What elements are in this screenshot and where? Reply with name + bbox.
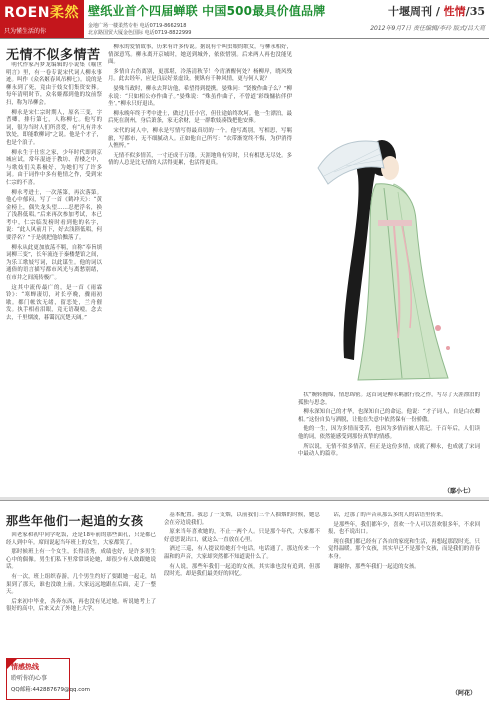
advert-banner [84, 0, 355, 38]
date-editor-line: 2012年9月7日 责任编辑/李玲 版式/吕大亮 [370, 25, 485, 32]
page-header [0, 0, 489, 38]
paragraph: 话，过那了的声音从那么多的人的话语里传来。 [333, 512, 447, 518]
paragraph: 柳永从此更加放荡不羁，自称“奉旨填词柳三变”，长年流连于秦楼楚馆之间，为乐工歌妓写词，以此谋生。他的词以通俗的语言描写都市风光与离愁别绪，在市井之间流传极广。 [6, 244, 102, 282]
paragraph: 后来初中毕业，各奔东西，再也没有见过她。听说她考上了很好的高中，后来又去了外地上大学。 [6, 598, 156, 613]
article-1-column-1 [6, 62, 102, 492]
hotline-email[interactable]: QQ邮箱:442887679@qq.com [11, 687, 90, 693]
advert-headline: 壁纸业首个四届蝉联 中国500最具价值品牌 [88, 4, 326, 18]
paragraph: 柳永晚年终于考中进士，做过几任小官，但仕途始终坎坷。他一生漂泊，最后死在润州，身后萧条，家无余财，是一群歌妓凑钱把他安葬。 [108, 110, 292, 125]
sash-shape [378, 220, 412, 226]
brand-tagline: 只为懂生活的你 [4, 28, 47, 35]
paragraph: 状”婉转缠绵，情思绵密。这首词是柳永羁旅行役之作，写尽了天涯漂泊的孤独与思念。 [298, 392, 480, 406]
header-rule [0, 38, 489, 39]
paragraph: 无情不似多情苦，一寸还成千万缕。天涯地角有穷时，只有相思无尽处。多情的人总是比无情的人活得更累，也活得更真。 [108, 152, 292, 167]
paragraph: 晏殊当政时，柳永去拜访他，希望得到提携。晏殊问：“贤俊作曲子么？”柳永说：“只如相公亦作曲子。”晏殊说：“殊虽作曲子，不曾道‘彩线慵拈伴伊坐’。”柳永只好退出。 [108, 85, 292, 108]
flower-icon [446, 346, 450, 350]
article-2-column-1-cont [74, 658, 156, 700]
advert-store-1: 金地广场一楼柔然专柜 电话0719-8662918 [88, 23, 187, 29]
paragraph: 这其中流传最广的，是一首《雨霖铃》：“寒蝉凄切，对长亭晚，骤雨初歇。都门帐饮无绪，留恋处，兰舟催发。执手相看泪眼，竟无语凝噎。念去去，千里烟波，暮霭沉沉楚天阔。” [6, 284, 102, 321]
hotline-title: 情感热线 [11, 663, 39, 671]
woman-in-hanfu-illustration [298, 128, 478, 390]
paragraph: 有一次，班上组织春游，几个男生约好了要跟她一起走，结果到了那天，谁也没敢上前。大家远远地跟在后面，走了一整天。 [6, 573, 156, 596]
paragraph: 酒过三巡，有人提议给她打个电话。电话通了，那边传来一个温和的声音，大家却突然都不知道说什么了。 [164, 546, 320, 560]
article-1-headline: 无情不似多情苦 [6, 48, 101, 63]
article-2-byline: （阿花） [452, 690, 477, 697]
paragraph: 柳永是宋仁宗时期人，原名三变，字耆卿，排行第七，人称柳七。他写的词，很为当时人们所喜爱，有“凡有井水饮处，即能歌柳词”之说。他是个才子，也是个浪子。 [6, 109, 102, 146]
paragraph: 柳永考进士，一次落第，再次落第。他心中郁闷，写了一首《鹤冲天》：“黄金榜上，偶失龙头望……忍把浮名，换了浅斟低唱。”后来再次参加考试，本已考中，仁宗临发榜时看到他的名字，说：“此人风前月下，好去浅斟低唱，何要浮名？”于是就把他给黜落了。 [6, 189, 102, 242]
paragraph: 基本配置。我总了一支烟，以前我们三个人抽烟的时候，她总会在旁边说我们。 [164, 512, 320, 526]
paragraph: 是那些年，我们都年少，喜欢一个人可以喜欢很多年，不求回报，也不说出口。 [328, 521, 480, 536]
hotline-subtitle: 聆听你的心事 [11, 675, 48, 682]
article-2-column-1 [6, 532, 156, 654]
masthead [370, 3, 485, 32]
advert-store-2: 北京路国贸大厦金色国际 电话0719-8822999 [88, 30, 192, 36]
paragraph: 柳永深知自己的才华，也深知自己的命运。他说：“才子词人，自是白衣卿相。”这份自负与洒脱，让他在失意中依然保有一份骄傲。 [298, 409, 480, 423]
article-1-column-3 [298, 392, 480, 484]
article-1-column-2 [108, 44, 292, 492]
paragraph: 他的一生，因为多情而受苦，也因为多情而被人铭记。千百年后，人们读他的词，依然能感受到那份真挚的情感。 [298, 426, 480, 440]
article-2-column-3 [328, 512, 480, 682]
paragraph: 谢谢你，那些年我们一起追的女孩。 [333, 563, 420, 570]
article-2-column-2 [164, 512, 320, 700]
paragraph: 柳永生于仕宦之家，少年时代即到京城应试，常年混迹于教坊、青楼之中，与歌妓们关系极好，为她们写了许多词。由于词作中多有艳情之作，受到宋仁宗的不喜。 [6, 149, 102, 186]
robe-shape [358, 184, 448, 380]
paragraph: 明代作家冯梦龙编辑的小说集《喻世明言》里，有一卷专说宋代词人柳永事迹。叫作《众名姬春风吊柳七》。说的是柳永到了死，竟由于妓女们集资安葬。每年清明时节，众名姬都到他的坟前祭扫，称为吊柳会。 [6, 62, 102, 106]
brand-logo-box [0, 0, 84, 38]
paragraph: 柳永的爱情故事，历来有许多传说。据说有个叫虫娘的歌女，与柳永相好，情深意笃。柳永离开京城时，她送到城外，依依惜别。后来两人再也没能见面。 [108, 44, 292, 66]
brand-logo: ROEN柔然 [4, 5, 79, 21]
hotline-box [6, 658, 90, 700]
paragraph: 原来当年喜欢她的，不止一两个人。只是那个年代，大家都不好意思说出口，就这么一直放在心里。 [164, 529, 320, 543]
paragraph: 有人说，那些年我们一起追的女孩，其实谁也没有追到，但那段时光，却是我们最美好的回忆。 [164, 563, 320, 578]
paragraph: 所以说，无情不似多情苦，但正是这份多情，成就了柳永，也成就了宋词中最动人的篇章。 [298, 443, 480, 458]
flower-icon [435, 325, 441, 331]
section-divider-line [0, 500, 489, 501]
article-1-byline: （鄢小七） [444, 488, 475, 495]
paragraph: 回老家和初中同学吃饭，还是18年前的那些面孔，只是都已经人到中年。席间说起当年班上的女生，大家都笑了。 [6, 532, 156, 546]
section-title: 十堰周刊 / 性情/35 [387, 5, 485, 18]
paragraph: 多情自古伤离别，更那堪，冷落清秋节！今宵酒醒何处？杨柳岸，晓风残月。此去经年，应是良辰好景虚设。便纵有千种风情，更与何人说？ [108, 68, 292, 83]
paragraph: 那时候班上有一个女生，长得清秀，成绩也好，是许多男生心中的偶像。男生们私下里常常谈论她，却很少有人敢跟她说话。 [6, 549, 156, 571]
article-2-headline: 那些年他们一起追的女孩 [6, 514, 144, 528]
paragraph: 宋代的词人中，柳永是写情写得最真切的一个。他写离别，写相思，写羁旅，写都市，无不细腻动人。正如他自己所写：“衣带渐宽终不悔，为伊消得人憔悴。” [108, 127, 292, 150]
paragraph: 现在我们都已经有了各自的家庭和生活，再想起那段时光，只觉得温暖。那个女孩，其实早已不是那个女孩，而是我们的青春本身。 [328, 538, 480, 560]
